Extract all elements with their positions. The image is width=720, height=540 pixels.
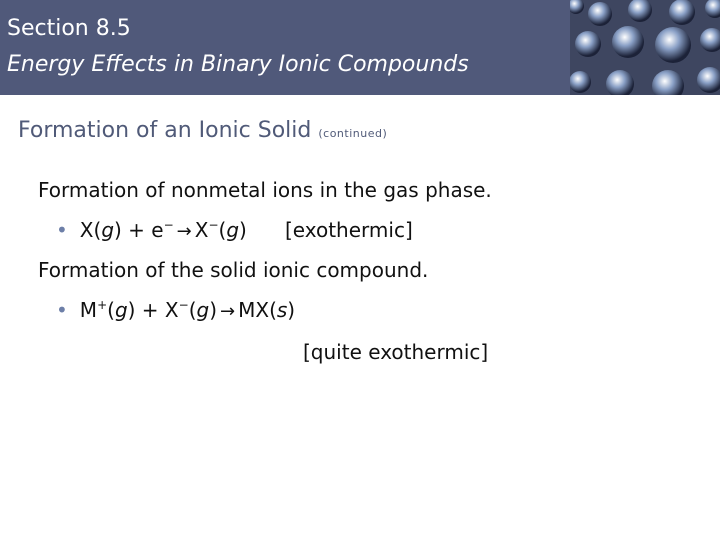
- section-title: Energy Effects in Binary Ionic Compounds: [7, 52, 469, 77]
- bullet-icon: •: [56, 218, 68, 242]
- bullet-icon: •: [56, 298, 68, 322]
- decorative-spheres-image: [570, 0, 720, 95]
- reaction-arrow: →: [220, 301, 236, 322]
- equation-ionic-solid: • M+(g) + X−(g) → MX(s): [56, 298, 296, 322]
- subtitle-note: (continued): [318, 127, 388, 140]
- note-quite-exothermic: [quite exothermic]: [303, 340, 489, 364]
- note-exothermic: [exothermic]: [285, 218, 413, 242]
- step-gas-phase: Formation of nonmetal ions in the gas phase.: [38, 178, 492, 202]
- equation-nonmetal-ion: • X(g) + e− → X−(g): [56, 218, 247, 242]
- section-number: Section 8.5: [7, 16, 131, 41]
- subtitle-text: Formation of an Ionic Solid: [18, 118, 312, 143]
- step-solid-compound: Formation of the solid ionic compound.: [38, 258, 429, 282]
- slide-subtitle: [18, 118, 387, 143]
- reaction-arrow: →: [176, 221, 192, 242]
- slide-header: [0, 0, 720, 95]
